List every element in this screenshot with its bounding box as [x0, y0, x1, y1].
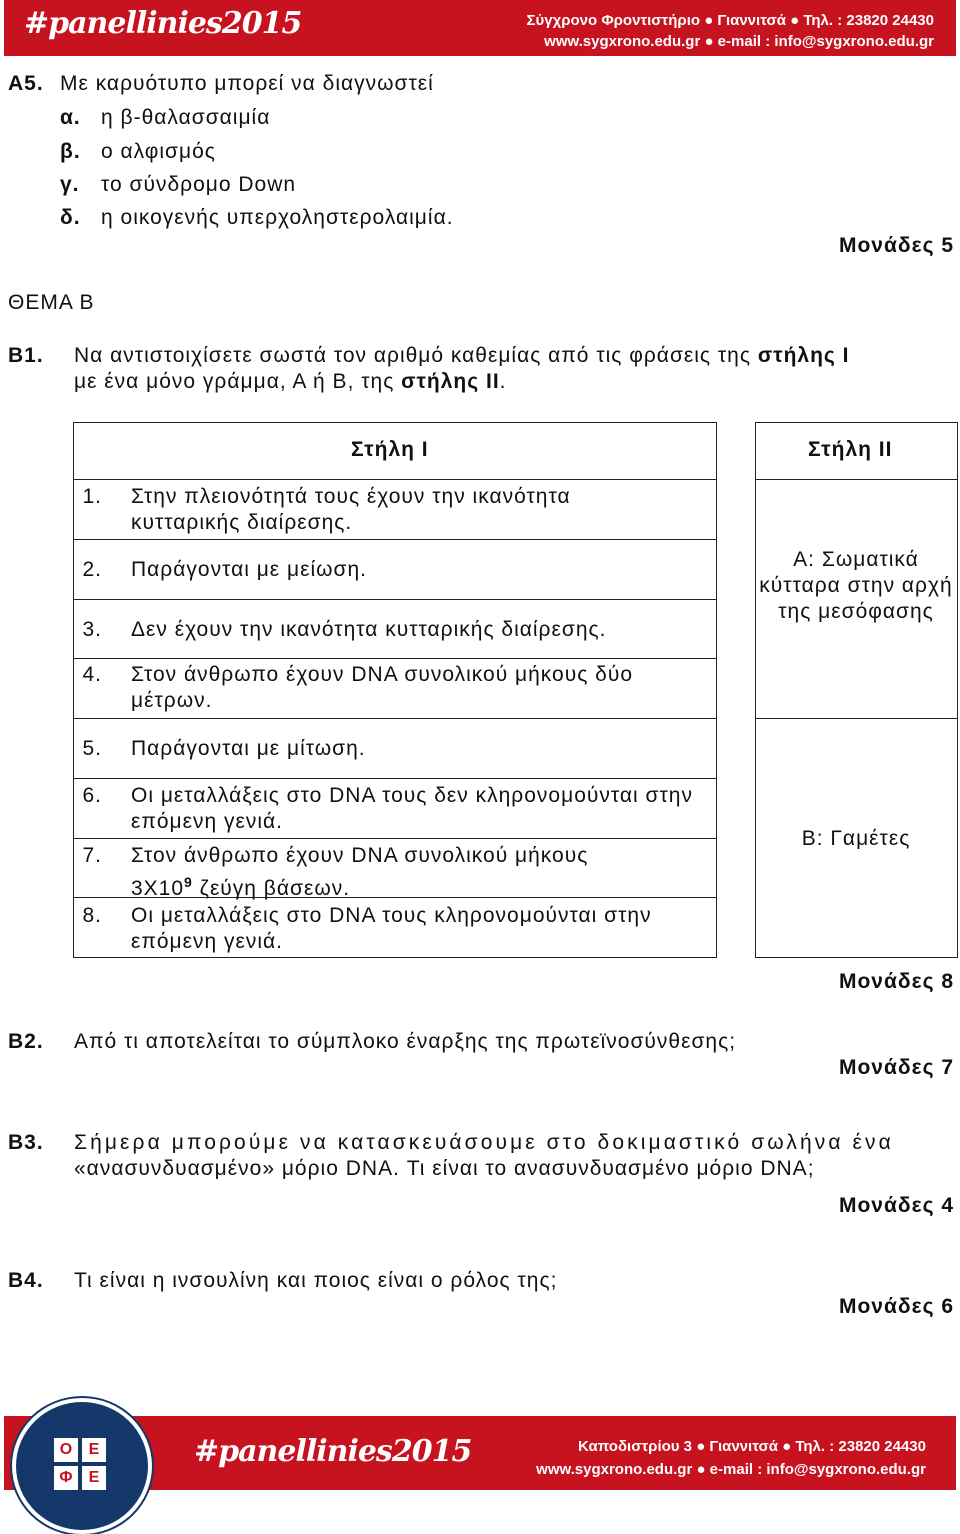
b3-marks: Μονάδες 4: [838, 1194, 954, 1217]
b2-question: Από τι αποτελείται το σύμπλοκο έναρξης της πρωτεϊνοσύνθεσης;: [74, 1030, 737, 1053]
row-5: [74, 736, 714, 766]
a5-option-letter: γ.: [60, 173, 80, 196]
row-number: 6.: [82, 784, 102, 807]
a5-marks: Μονάδες 5: [838, 234, 954, 257]
seal-letter: Ο: [54, 1438, 78, 1462]
header-banner: [4, 0, 956, 56]
b4-label: Β4.: [8, 1269, 44, 1292]
row-4: [74, 662, 714, 716]
a5-question: Με καρυότυπο μπορεί να διαγνωστεί: [60, 72, 434, 95]
a5-option-text: το σύνδρομο Down: [101, 173, 297, 196]
header-logo: #panellinies2015: [24, 6, 302, 41]
row-number: 2.: [82, 558, 102, 581]
seal-letter: Ε: [82, 1466, 106, 1490]
row-text: Παράγονται με μίτωση.: [131, 737, 366, 760]
certification-seal: [12, 1398, 152, 1534]
a5-option-letter: α.: [60, 106, 81, 129]
row-number: 1.: [82, 485, 102, 508]
seal-letter: Φ: [54, 1466, 78, 1490]
footer-web-line: www.sygxrono.edu.gr ● e-mail : info@sygxrono.edu.gr: [536, 1461, 926, 1478]
row-text: Οι μεταλλάξεις στο DNA τους κληρονομούνται στην επόμενη γενιά.: [131, 904, 652, 953]
b1-text: .: [499, 370, 507, 393]
a5-label: A5.: [8, 72, 44, 95]
row-text: Παράγονται με μείωση.: [131, 558, 368, 581]
row-text-line2-end: ζεύγη βάσεων.: [192, 877, 351, 900]
col2-option-b: Β: Γαμέτες: [801, 827, 911, 850]
b1-label: Β1.: [8, 344, 44, 367]
b3-question-line2: «ανασυνδυασμένο» μόριο DNA. Τι είναι το ανασυνδυασμένο μόριο DNA;: [74, 1157, 815, 1180]
row-number: 7.: [82, 844, 102, 867]
row-text-line1: Στον άνθρωπο έχουν DNA συνολικού μήκους: [131, 844, 589, 867]
row-number: 3.: [82, 618, 102, 641]
row-text: Στην πλειονότητά τους έχουν την ικανότητα κυτταρικής διαίρεσης.: [131, 485, 571, 534]
a5-option-letter: δ.: [60, 206, 81, 229]
row-2: [74, 557, 714, 587]
b3-label: Β3.: [8, 1131, 44, 1154]
b2-marks: Μονάδες 7: [838, 1056, 954, 1079]
a5-option-text: η οικογενής υπερχοληστερολαιμία.: [101, 206, 454, 229]
a5-option-letter: β.: [60, 140, 81, 163]
row-text: Στον άνθρωπο έχουν DNA συνολικού μήκους δύο μέτρων.: [131, 663, 634, 712]
row-number: 8.: [82, 904, 102, 927]
a5-option-text: η β-θαλασσαιμία: [101, 106, 271, 129]
row-text-line2: 3Χ10: [131, 877, 185, 900]
b1-text: με ένα μόνο γράμμα, Α ή Β, της: [74, 370, 402, 393]
b4-question: Τι είναι η ινσουλίνη και ποιος είναι ο ρόλος της;: [74, 1269, 558, 1292]
col2-header: Στήλη ΙΙ: [808, 438, 893, 461]
b1-column1-ref: στήλης Ι: [757, 344, 850, 367]
header-contact-line: Σύγχρονο Φροντιστήριο ● Γιαννιτσά ● Τηλ. : 23820 24430: [526, 12, 934, 29]
row-8: [74, 903, 714, 957]
b1-instruction-line1: [74, 344, 850, 368]
row-6: [74, 783, 714, 837]
exponent: 9: [184, 874, 193, 890]
row-text: Δεν έχουν την ικανότητα κυτταρικής διαίρεσης.: [131, 618, 607, 641]
footer-contact-line: Καποδιστρίου 3 ● Γιαννιτσά ● Τηλ. : 23820 24430: [578, 1438, 926, 1455]
header-web-line: www.sygxrono.edu.gr ● e-mail : info@sygxrono.edu.gr: [544, 33, 934, 50]
row-number: 5.: [82, 737, 102, 760]
b1-column2-ref: στήλης ΙΙ: [401, 370, 500, 393]
b2-label: Β2.: [8, 1030, 44, 1053]
b4-marks: Μονάδες 6: [838, 1295, 954, 1318]
b1-text: Να αντιστοιχίσετε σωστά τον αριθμό καθεμίας από τις φράσεις της: [74, 344, 758, 367]
seal-letter: Ε: [82, 1438, 106, 1462]
b1-instruction-line2: [74, 370, 507, 394]
row-3: [74, 617, 714, 647]
b1-marks: Μονάδες 8: [838, 970, 954, 993]
row-text: [131, 843, 731, 902]
col2-option-a: Α: Σωματικά κύτταρα στην αρχή της μεσόφασης: [759, 548, 953, 623]
row-7: [74, 843, 714, 900]
section-title: ΘΕΜΑ Β: [8, 291, 95, 314]
a5-option-text: ο αλφισμός: [101, 140, 216, 163]
row-1: [74, 484, 714, 538]
footer-logo: #panellinies2015: [194, 1434, 472, 1469]
col1-header: Στήλη Ι: [351, 438, 429, 461]
row-number: 4.: [82, 663, 102, 686]
row-text: Οι μεταλλάξεις στο DNA τους δεν κληρονομούνται στην επόμενη γενιά.: [131, 784, 693, 833]
b3-question-line1: Σήμερα μπορούμε να κατασκευάσουμε στο δοκιμαστικό σωλήνα ένα: [74, 1131, 894, 1154]
